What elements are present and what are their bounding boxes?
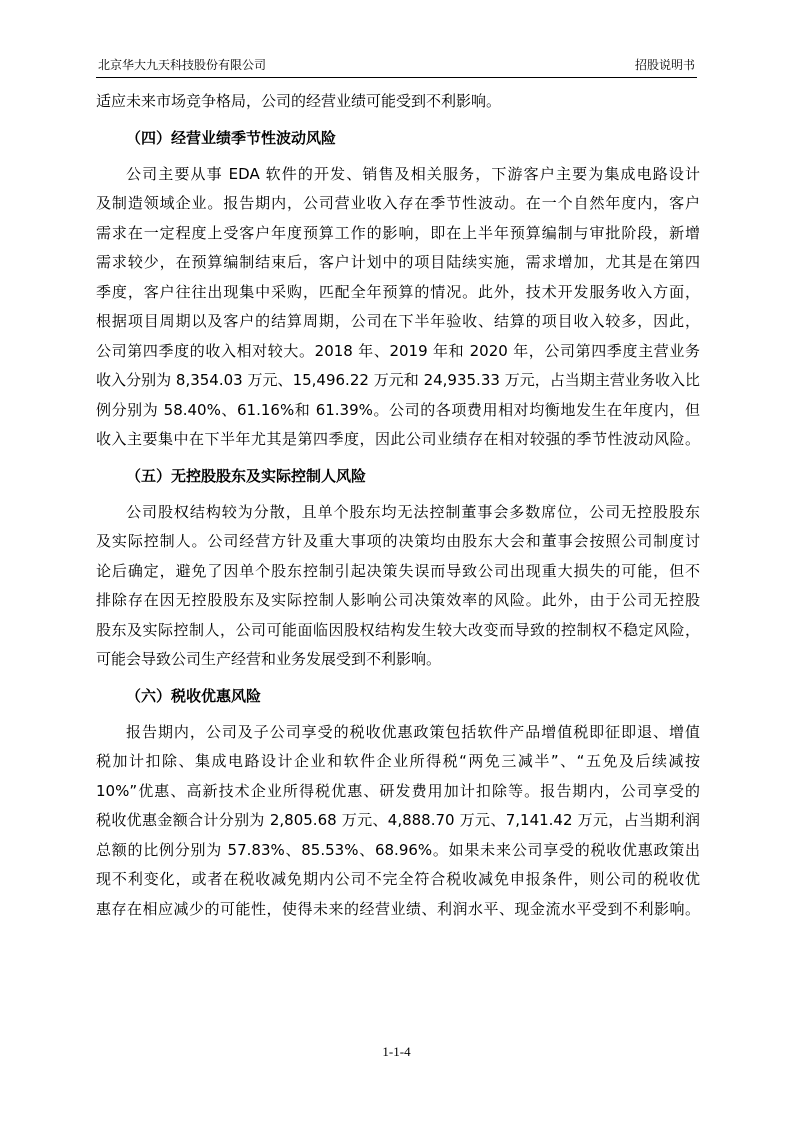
paragraph-line: 季度，客户往往出现集中采购，匹配全年预算的情况。此外，技术开发服务收入方面， <box>96 282 700 301</box>
paragraph-line: 例分别为 58.40%、61.16%和 61.39%。公司的各项费用相对均衡地发生在年度内，但 <box>96 400 700 419</box>
paragraph-line: 需求在一定程度上受客户年度预算工作的影响，即在上半年预算编制与审批阶段，新增 <box>96 223 700 242</box>
page-header <box>96 55 697 78</box>
paragraph-line: 收入分别为 8,354.03 万元、15,496.22 万元和 24,935.33 万元，占当期主营业务收入比 <box>96 371 700 389</box>
paragraph-line: 收入主要集中在下半年尤其是第四季度，因此公司业绩存在相对较强的季节性波动风险。 <box>96 430 700 448</box>
paragraph-line: 报告期内，公司及子公司享受的税收优惠政策包括软件产品增值税即征即退、增值 <box>126 722 700 741</box>
paragraph-line: 论后确定，避免了因单个股东控制引起决策失误而导致公司出现重大损失的可能，但不 <box>96 561 700 580</box>
intro-line: 适应未来市场竞争格局，公司的经营业绩可能受到不利影响。 <box>96 92 502 110</box>
paragraph-line: 10%”优惠、高新技术企业所得税优惠、研发费用加计扣除等。报告期内，公司享受的 <box>96 781 700 800</box>
document-body <box>96 87 700 924</box>
paragraph-line: 税收优惠金额合计分别为 2,805.68 万元、4,888.70 万元、7,141.42 万元，占当期利润 <box>96 811 700 829</box>
company-name: 北京华大九天科技股份有限公司 <box>98 58 267 72</box>
paragraph-line: 根据项目周期以及客户的结算周期，公司在下半年验收、结算的项目收入较多，因此， <box>96 312 700 330</box>
document-type: 招股说明书 <box>634 58 695 72</box>
paragraph-line: 现不利变化，或者在税收减免期内公司不完全符合税收减免申报条件，则公司的税收优 <box>96 870 700 888</box>
paragraph-line: 税加计扣除、集成电路设计企业和软件企业所得税“两免三减半”、“五免及后续减按 <box>96 752 700 770</box>
paragraph-line: 公司第四季度的收入相对较大。2018 年、2019 年和 2020 年，公司第四季度主营业务 <box>96 341 700 360</box>
section-heading-5: （五）无控股股东及实际控制人风险 <box>126 466 367 485</box>
paragraph-line: 惠存在相应减少的可能性，使得未来的经营业绩、利润水平、现金流水平受到不利影响。 <box>96 899 700 918</box>
paragraph-line: 公司主要从事 EDA 软件的开发、销售及相关服务，下游客户主要为集成电路设计 <box>126 164 700 183</box>
page-number: 1-1-4 <box>382 1044 411 1059</box>
paragraph-line: 可能会导致公司生产经营和业务发展受到不利影响。 <box>96 650 442 668</box>
section-heading-4: （四）经营业绩季节性波动风险 <box>126 128 337 147</box>
paragraph-line: 排除存在因无控股股东及实际控制人影响公司决策效率的风险。此外，由于公司无控股 <box>96 591 700 609</box>
paragraph-line: 公司股权结构较为分散，且单个股东均无法控制董事会多数席位，公司无控股股东 <box>126 502 700 521</box>
paragraph-line: 股东及实际控制人，公司可能面临因股权结构发生较大改变而导致的控制权不稳定风险， <box>96 620 700 639</box>
paragraph-line: 需求较少，在预算编制结束后，客户计划中的项目陆续实施，需求增加，尤其是在第四 <box>96 253 700 271</box>
paragraph-line: 及制造领域企业。报告期内，公司营业收入存在季节性波动。在一个自然年度内，客户 <box>96 194 700 212</box>
paragraph-line: 及实际控制人。公司经营方针及重大事项的决策均由股东大会和董事会按照公司制度讨 <box>96 532 700 550</box>
paragraph-line: 总额的比例分别为 57.83%、85.53%、68.96%。如果未来公司享受的税收优惠政策出 <box>96 840 700 859</box>
section-heading-6: （六）税收优惠风险 <box>126 686 262 705</box>
